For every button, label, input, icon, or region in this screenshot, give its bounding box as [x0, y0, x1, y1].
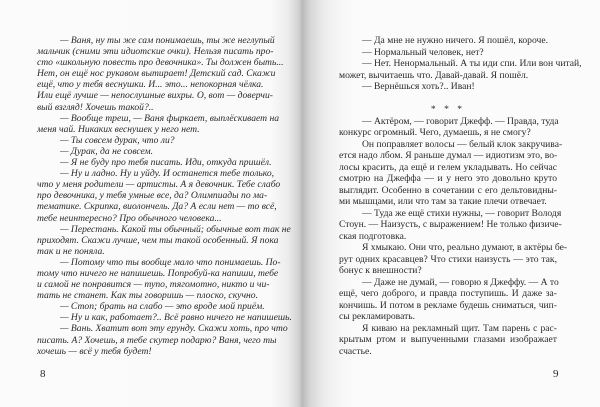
text-line: — Вань. Хватит вот эту ерунду. Скажи хоть, про что: [60, 323, 288, 335]
text-line: — Вообще треш, — Ваня фыркает, выплёскивает на: [60, 112, 280, 124]
text-line: так и не поняла.: [37, 245, 105, 257]
text-line: Стоун. — Наизусть, с выражением! Не только физиче-: [339, 219, 562, 230]
text-line: ская подготовка.: [339, 230, 407, 242]
text-line: ется надо лбом. Я раньше думал — идиотизм это, во-: [339, 150, 558, 161]
text-line: Я киваю на рекламный щит. Там парень с рас-: [362, 322, 557, 334]
text-line: ми мышцами, или что там за такие плечи отвечает.: [339, 196, 547, 207]
text-line: — Стоп; брать на слабо — это вроде мой приём.: [60, 301, 265, 313]
text-line: Он поправляет волосы — белый клок закручива-: [362, 138, 563, 150]
text-line: кончишь. И потом в рекламе будешь сниматься, чип-: [339, 299, 557, 311]
text-line: тому что ничего не напишешь. Попробуй-ка напиши, тебе: [37, 267, 279, 279]
section-separator: * * *: [430, 104, 466, 115]
text-line: лосы красить, да ещё и гелем укладывать. Но сейчас: [339, 161, 557, 173]
text-line: — Ну и как, работает?.. Всё равно ничего не напишешь.: [60, 312, 292, 324]
text-line: выглядит. Особенно в сочетании с его дельтовидны-: [339, 184, 557, 196]
text-line: про девочника, у тебя умные все, да? Олимпиады по ма-: [37, 190, 268, 202]
text-line: ещё, чего доброго, и правда поступишь. И даже за-: [339, 288, 557, 299]
text-line: приходят. Скажи лучше, чем ты такой особенный. Я пока: [37, 234, 279, 246]
text-line: — Ты совсем дурак, что ли?: [60, 134, 175, 146]
text-line: писать. А? Хочешь, я тебе скутер подарю? Ваня, чего ты: [37, 334, 277, 346]
text-line: Или ещё лучше — непослушные вихры. О, вот — доверчи-: [37, 90, 273, 102]
text-line: что у меня родители — артисты. А я девочник. Тебе слабо: [37, 179, 281, 191]
text-line: смотрю на Джеффа — и у него это довольно круто: [339, 173, 557, 184]
text-line: конкурс огромный. Чего, думаешь, я не смогу?: [339, 127, 531, 138]
text-line: и самой не понравится — тупо, тягомотно, никто и чи-: [37, 279, 270, 291]
text-line: крытым ртом и выпученными глазами изображает: [339, 334, 557, 345]
text-line: [339, 93, 557, 105]
text-line: — Нормальный человек, нет?: [362, 46, 484, 58]
text-line: — Ваня, ну ты же сам понимаешь, ты же неглупый: [60, 35, 275, 46]
text-line: — Перестань. Какой ты обычный; обычные вот так не: [60, 223, 291, 235]
page-number-right: 9: [553, 368, 559, 380]
text-line: тебе неинтересно? Про обычного человека...: [37, 212, 222, 224]
text-line: — Потому что ты вообще мало что понимаешь. По-: [60, 256, 281, 268]
text-line: сы рекламировать.: [339, 311, 416, 322]
text-line: — Дурак, да не совсем.: [60, 145, 154, 157]
text-line: меня чай. Никаких веснушек у него нет.: [37, 123, 200, 135]
text-line: ещё, что у тебя веснушки. И... это... непокорная чёлка.: [37, 79, 264, 91]
text-line: бонус к внешности?: [339, 265, 422, 276]
text-line: — Да мне не нужно ничего. Я пошёл, короче.: [362, 35, 549, 46]
text-line: счастье.: [339, 345, 372, 357]
page-number-left: 8: [40, 368, 46, 380]
text-line: Я хмыкаю. Они что, реально думают, в актёры бе-: [362, 242, 568, 253]
text-line: вый взгляд! Хочешь такой?..: [37, 101, 154, 113]
text-line: рут одних красавцев? Что стихи наизусть — это так,: [339, 253, 557, 265]
text-line: сто «школьную повесть про девочника». Ты должен быть...: [37, 57, 284, 69]
text-line: может, вычитаешь что. Давай-давай. Я пошёл.: [339, 69, 529, 81]
text-line: — Туда же ещё стихи нужны, — говорит Володя: [362, 207, 562, 219]
text-line: мальчик (сними эти идиотские очки). Нельзя писать про-: [37, 46, 274, 58]
text-line: — Актёром, — говорит Джефф. — Правда, туда: [362, 115, 559, 127]
text-line: — Вернёшься хоть?.. Иван!: [362, 81, 475, 92]
text-line: — Нет. Ненормальный. А ты иди спи. Или вон читай,: [362, 58, 582, 69]
right-page-text: [339, 35, 582, 357]
text-line: — Даже не думай, — говорю я Джеффу. — А то: [362, 276, 559, 288]
left-page-text: [37, 35, 292, 357]
text-line: тематике. Скрипка, виолончель. Да? А если нет — то всё,: [37, 201, 277, 213]
text-line: хочешь — всё у тебя будет!: [37, 345, 152, 357]
right-page: [302, 0, 600, 407]
text-line: — Ну и ладно. Ну и уйду. И останется тебе только,: [60, 168, 275, 180]
text-line: Нет, он ещё нос рукавом вытирает! Детский сад. Скажи: [37, 68, 276, 80]
text-line: — Я не буду про тебя писать. Иди, откуда пришёл.: [60, 157, 272, 169]
text-line: тать не станет. Как ты говоришь — плоско, скучно.: [37, 290, 258, 302]
